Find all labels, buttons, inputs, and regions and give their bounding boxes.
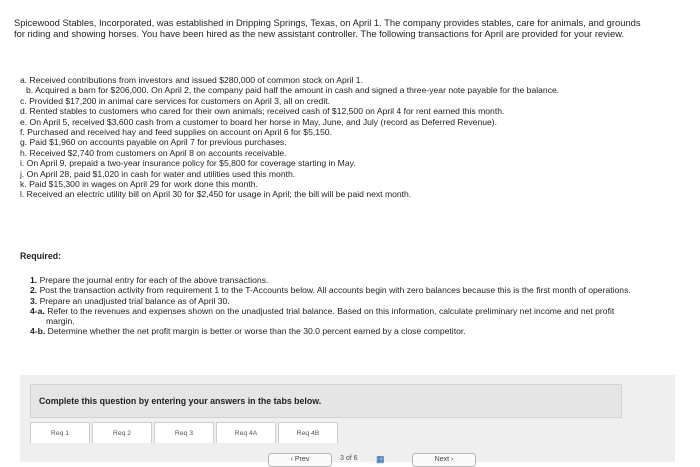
transaction-item: l. Received an electric utility bill on April 30 for $2,450 for usage in April; the bill will be paid next month. [20, 189, 412, 200]
transaction-item: e. On April 5, received $3,600 cash from a customer to board her horse in May, June, and July (record as Deferred Revenue). [20, 116, 498, 127]
requirement-text: Post the transaction activity from requirement 1 to the T-Accounts below. All accounts begin with zero balances because this is the first month of operations. [39, 285, 631, 296]
requirement-item [22, 326, 632, 336]
problem-intro: Spicewood Stables, Incorporated, was established in Dripping Springs, Texas, on April 1. The company provides stables, care for animals, and grounds for riding and showing horses. You have been hired as the new assistant controller. The following transactions for April are provided for your review. [14, 17, 641, 40]
transaction-item: a. Received contributions from investors and issued $280,000 of common stock on April 1. [20, 75, 363, 85]
prev-button[interactable]: ‹ Prev [268, 453, 332, 467]
transaction-item: g. Paid $1,960 on accounts payable on April 7 for previous purchases. [20, 137, 287, 148]
requirement-item [22, 296, 632, 306]
page-indicator: 3 of 6 [340, 455, 358, 462]
transaction-list [20, 75, 660, 200]
requirement-number: 3. [30, 295, 38, 306]
requirement-text: Prepare the journal entry for each of the above transactions. [39, 275, 269, 285]
requirement-item [22, 285, 632, 295]
requirement-number: 2. [30, 285, 38, 296]
tab-req-4b[interactable]: Req 4B [278, 422, 338, 443]
requirement-number: 1. [30, 275, 38, 285]
transaction-item: b. Acquired a barn for $206,000. On April 2, the company paid half the amount in cash and signed a three-year note payable for the balance. [26, 85, 560, 96]
requirement-number: 4-b. [30, 326, 46, 337]
instruction-bar [30, 384, 622, 418]
transaction-item: k. Paid $15,300 in wages on April 29 for work done this month. [20, 179, 258, 190]
tab-req-1[interactable]: Req 1 [30, 422, 90, 443]
transaction-item: j. On April 28, paid $1,020 in cash for water and utilities used this month. [20, 168, 296, 179]
requirement-text: Determine whether the net profit margin is better or worse than the 30.0 percent earned by a close competitor. [47, 326, 466, 337]
transaction-item: c. Provided $17,200 in animal care services for customers on April 3, all on credit. [20, 95, 330, 106]
pagination [20, 447, 675, 462]
answer-panel [20, 375, 675, 462]
requirement-text: Refer to the revenues and expenses shown on the unadjusted trial balance. Based on this information, calculate preliminary net income and net profit margin. [46, 305, 615, 327]
requirement-text: Prepare an unadjusted trial balance as of April 30. [39, 295, 230, 306]
required-heading: Required: [20, 251, 62, 261]
transaction-item: i. On April 9, prepaid a two-year insurance policy for $5,800 for coverage starting in May. [20, 158, 356, 169]
tab-req-4a[interactable]: Req 4A [216, 422, 276, 443]
tab-req-2[interactable]: Req 2 [92, 422, 152, 443]
requirement-item [22, 275, 632, 285]
requirement-number: 4-a. [30, 305, 45, 316]
next-button[interactable]: Next › [412, 453, 476, 467]
requirement-tabs [30, 422, 630, 442]
transaction-item: f. Purchased and received hay and feed supplies on account on April 6 for $5,150. [20, 127, 332, 138]
transaction-item: d. Rented stables to customers who cared for their own animals; received cash of $12,500 on April 4 for rent earned this month. [20, 106, 505, 117]
transaction-item: h. Received $2,740 from customers on April 8 on accounts receivable. [20, 147, 287, 158]
grid-icon[interactable]: ▦ [376, 454, 385, 464]
requirement-item [22, 306, 632, 327]
requirements-list [22, 275, 632, 337]
instruction-text: Complete this question by entering your answers in the tabs below. [39, 396, 322, 406]
tab-req-3[interactable]: Req 3 [154, 422, 214, 443]
